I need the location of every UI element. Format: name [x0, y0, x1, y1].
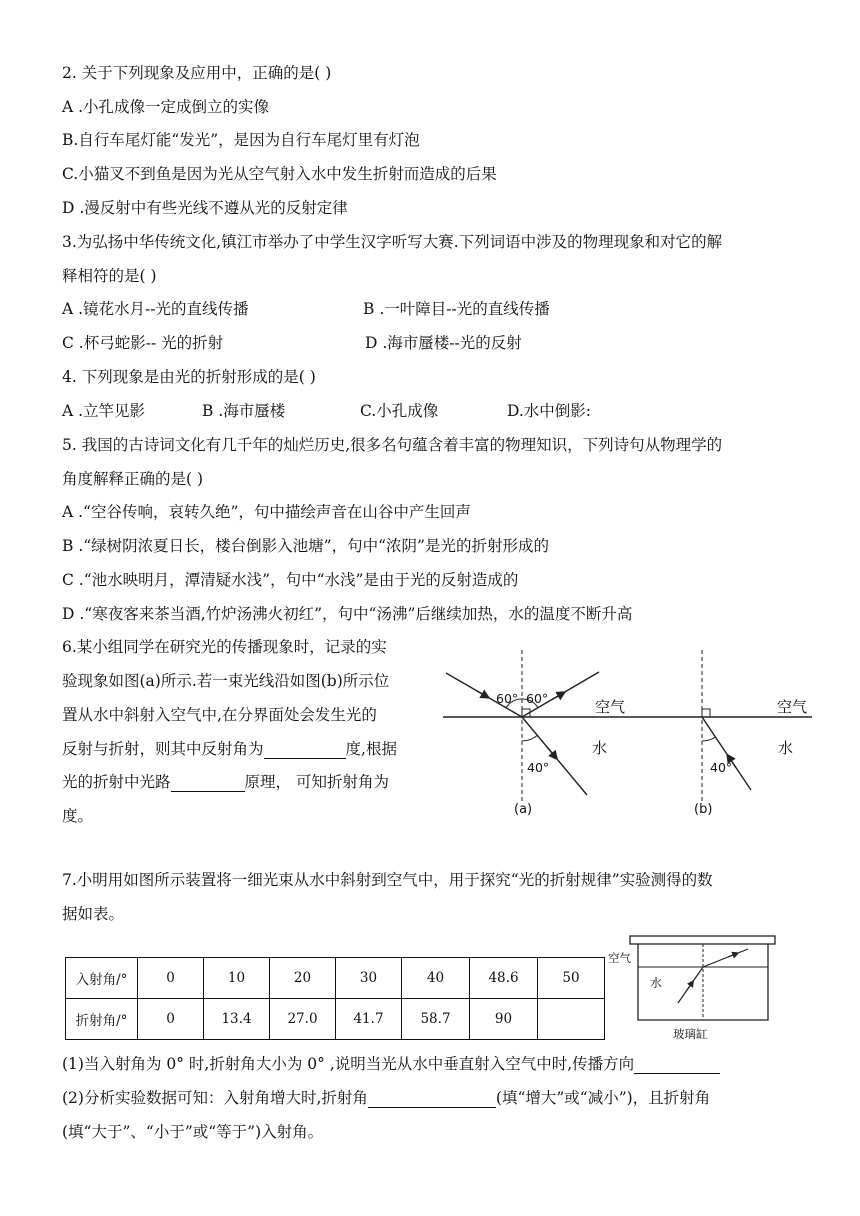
q6-line5-b: 原理， 可知折射角为 — [244, 773, 389, 791]
q7-stem-line2: 据如表。 — [62, 905, 125, 923]
q6-line4-b: 度,根据 — [345, 740, 397, 758]
q6-line6: 度。 — [62, 807, 94, 825]
q2-option-d: D .漫反射中有些光线不遵从光的反射定律 — [62, 199, 348, 217]
q7-sub1-text: (1)当入射角为 0° 时,折射角大小为 0° ,说明当光从水中垂直射入空气中时,传播方向 — [62, 1055, 635, 1073]
label-b: (b) — [694, 802, 713, 817]
label-air-b: 空气 — [777, 698, 808, 716]
q7-sub2-b: (填“增大”或“减小”)，且折射角 — [495, 1089, 711, 1107]
table-row-label: 入射角/° — [66, 958, 138, 999]
table-row-label: 折射角/° — [66, 999, 138, 1040]
q6-line2: 验现象如图(a)所示.若一束光线沿如图(b)所示位 — [62, 672, 390, 690]
label-a: (a) — [514, 802, 533, 817]
q6-line5-a: 光的折射中光路 — [62, 773, 171, 791]
label-water-a: 水 — [592, 739, 608, 757]
tank-label-water: 水 — [650, 976, 663, 990]
label-40-a: 40° — [527, 760, 550, 775]
q5-option-a: A .“空谷传响，哀转久绝”，句中描绘声音在山谷中产生回声 — [62, 503, 471, 521]
tank-label-name: 玻璃缸 — [673, 1027, 708, 1041]
q2-option-c: C.小猫叉不到鱼是因为光从空气射入水中发生折射而造成的后果 — [62, 165, 497, 183]
label-60-right: 60° — [526, 691, 549, 706]
table-cell: 0 — [138, 958, 204, 999]
table-cell: 40 — [402, 958, 470, 999]
q5-stem-line2: 角度解释正确的是( ) — [62, 470, 204, 488]
q3-option-a: A .镜花水月--光的直线传播 — [62, 300, 249, 318]
label-water-b: 水 — [778, 739, 794, 757]
q5-option-d: D .“寒夜客来茶当酒,竹炉汤沸火初红”，句中“汤沸”后继续加热，水的温度不断升高 — [62, 605, 633, 623]
tank-label-air: 空气 — [608, 951, 631, 965]
q5-stem-line1: 5. 我国的古诗词文化有几千年的灿烂历史,很多名句蕴含着丰富的物理知识，下列诗句从物理学的 — [62, 436, 723, 454]
q4-stem: 4. 下列现象是由光的折射形成的是( ) — [62, 368, 316, 386]
label-40-b: 40° — [710, 760, 733, 775]
q3-stem-line1: 3.为弘扬中华传统文化,镇江市举办了中学生汉字听写大赛.下列词语中涉及的物理现象和对它的解 — [62, 233, 723, 251]
q4-option-b: B .海市蜃楼 — [202, 402, 286, 420]
q6-line4-a: 反射与折射，则其中反射角为 — [62, 740, 264, 758]
q7-refraction-trend-blank[interactable] — [368, 1091, 496, 1108]
q4-option-c: C.小孔成像 — [360, 402, 439, 420]
q7-sub2-a: (2)分析实验数据可知：入射角增大时,折射角 — [62, 1089, 368, 1107]
label-60-left: 60° — [496, 691, 519, 706]
q6-line1: 6.某小组同学在研究光的传播现象时，记录的实 — [62, 638, 387, 656]
q3-option-d: D .海市蜃楼--光的反射 — [365, 334, 522, 352]
q5-option-c: C .“池水映明月，潭清疑水浅”，句中“水浅”是由于光的反射造成的 — [62, 571, 519, 589]
tank-refracted-arrow — [728, 954, 736, 957]
q3-stem-line2: 释相符的是( ) — [62, 267, 157, 285]
table-cell: 20 — [270, 958, 336, 999]
table-cell: 58.7 — [402, 999, 470, 1040]
q4-option-a: A .立竿见影 — [62, 402, 146, 420]
label-air-a: 空气 — [595, 698, 626, 716]
table-cell: 27.0 — [270, 999, 336, 1040]
q7-sub1 — [62, 1054, 720, 1074]
table-cell: 41.7 — [336, 999, 402, 1040]
tank-refracted-ray — [703, 949, 748, 967]
q3-option-b: B .一叶障目--光的直线传播 — [363, 300, 550, 318]
tank-lid — [630, 936, 775, 944]
table-cell: 50 — [538, 958, 605, 999]
table-cell: 10 — [204, 958, 270, 999]
table-cell: 13.4 — [204, 999, 270, 1040]
table-cell: 48.6 — [470, 958, 538, 999]
tank-incident-arrow — [687, 983, 692, 990]
q7-sub2 — [62, 1088, 710, 1108]
table-cell: 30 — [336, 958, 402, 999]
q3-option-c: C .杯弓蛇影-- 光的折射 — [62, 334, 224, 352]
q7-sub3: (填“大于”、“小于”或“等于”)入射角。 — [62, 1123, 324, 1141]
q2-stem: 2. 关于下列现象及应用中，正确的是( ) — [62, 64, 332, 82]
q6-line3: 置从水中斜射入空气中,在分界面处会发生光的 — [62, 706, 377, 724]
table-cell: 0 — [138, 999, 204, 1040]
q5-option-b: B .“绿树阴浓夏日长，楼台倒影入池塘”，句中“浓阴”是光的折射形成的 — [62, 537, 549, 555]
q2-option-b: B.自行车尾灯能“发光”，是因为自行车尾灯里有灯泡 — [62, 131, 420, 149]
table-cell: 90 — [470, 999, 538, 1040]
q2-option-a: A .小孔成像一定成倒立的实像 — [62, 98, 270, 116]
q4-option-d: D.水中倒影: — [507, 402, 592, 420]
q7-stem-line1: 7.小明用如图所示装置将一细光束从水中斜射到空气中，用于探究“光的折射规律”实验测得的数 — [62, 871, 713, 889]
q7-direction-blank[interactable] — [634, 1057, 720, 1074]
